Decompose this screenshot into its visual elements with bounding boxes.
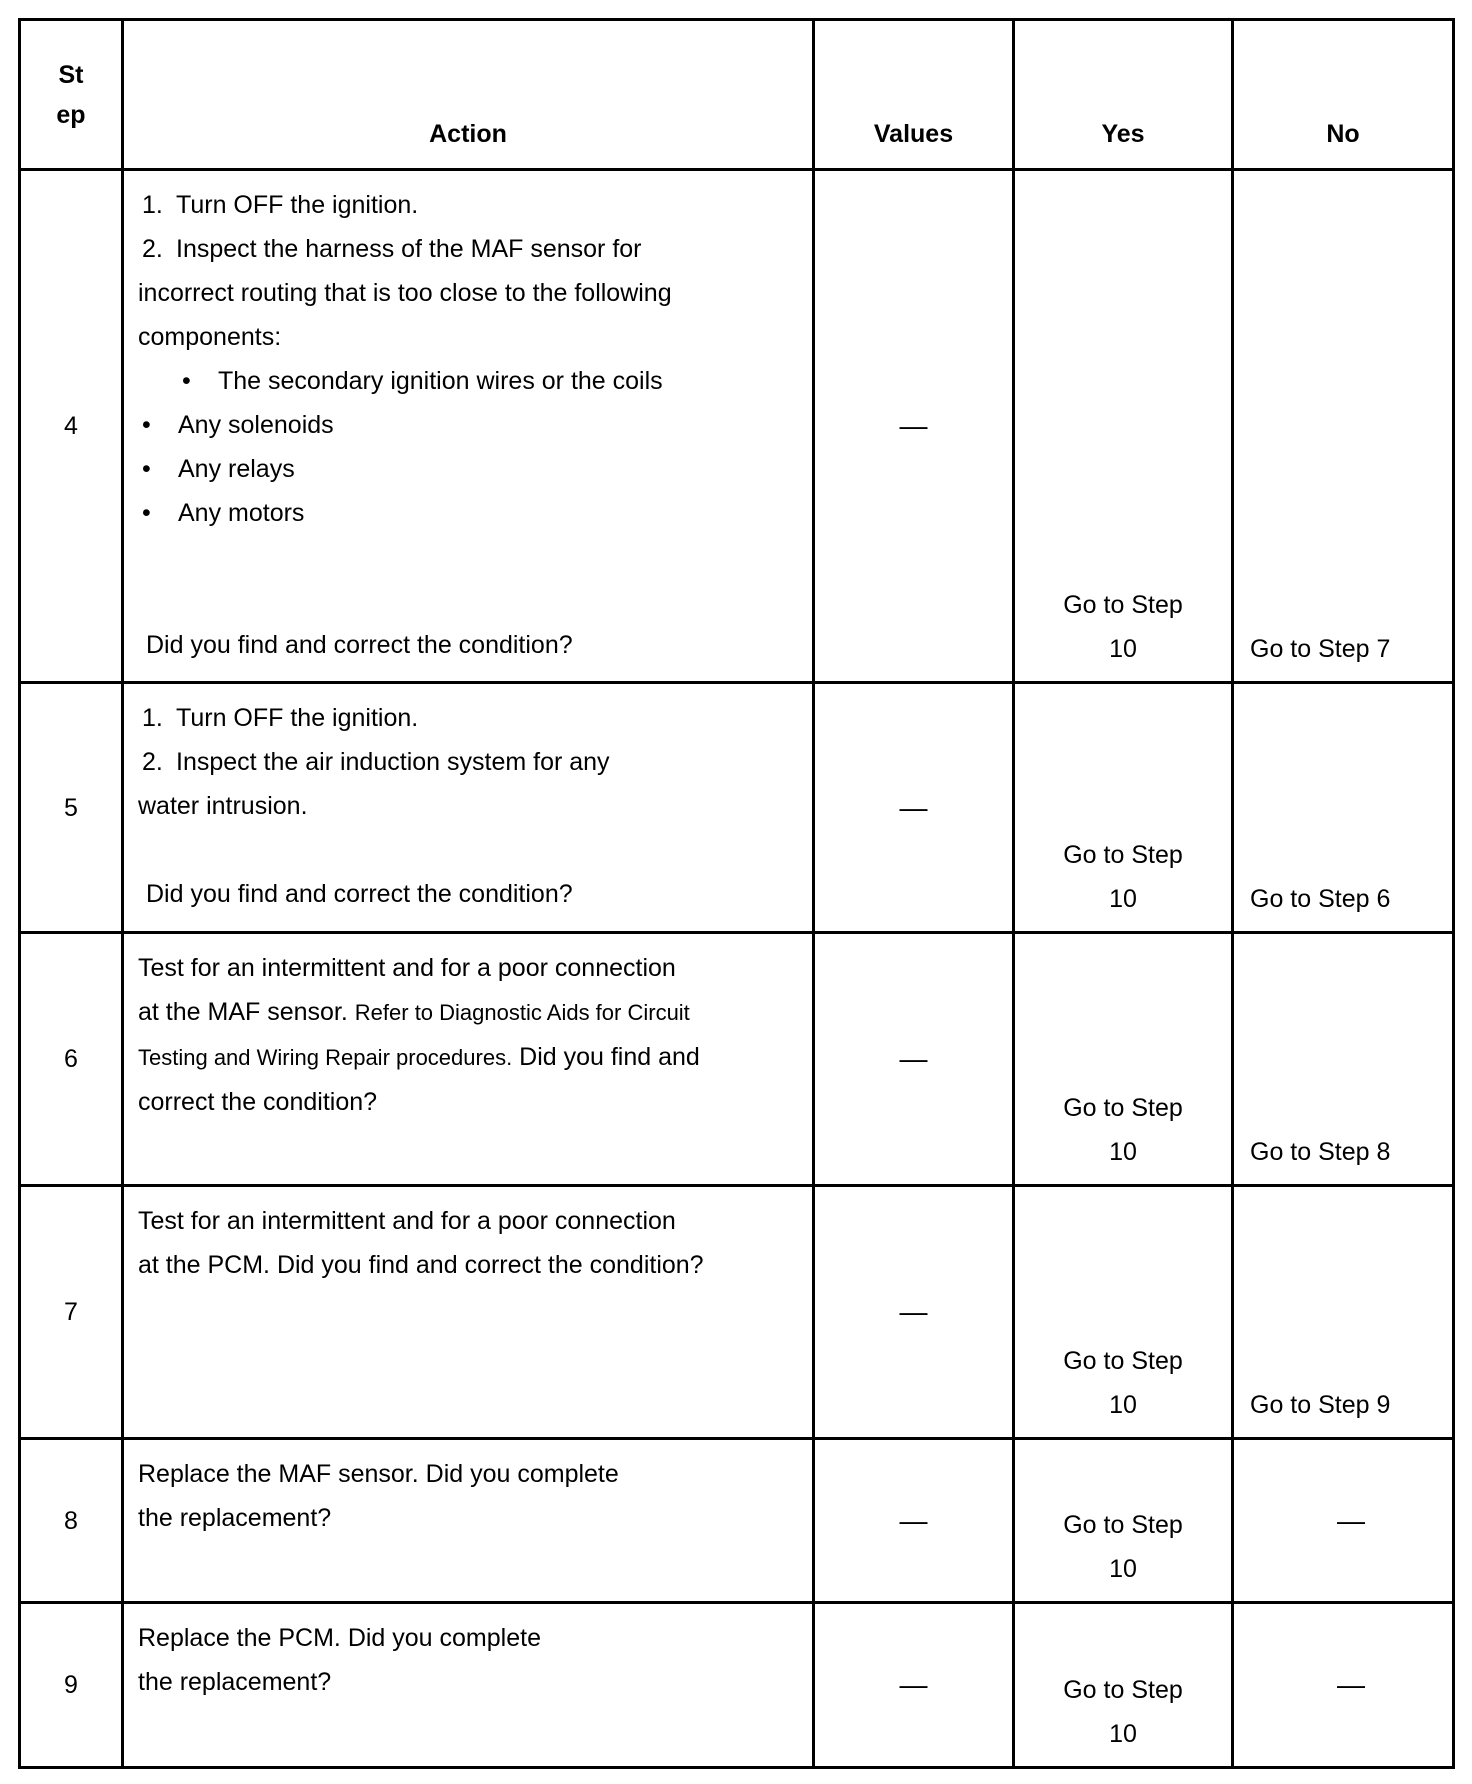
yes-cell: Go to Step 10 [1014,170,1233,683]
values-cell: — [814,170,1014,683]
action-cell: 1. Turn OFF the ignition. 2. Inspect the harness of the MAF sensor for incorrect routing that is too close to the following components: • The secondary ignition wires or the coils • Any solenoids • Any relays • Any motors Did you find and correct the condition? [123,170,814,683]
step-number: 7 [20,1186,123,1439]
step-number: 9 [20,1603,123,1768]
values-cell: — [814,1439,1014,1603]
action-cell: Replace the PCM. Did you complete the replacement? [123,1603,814,1768]
step-number: 6 [20,933,123,1186]
yes-cell: Go to Step 10 [1014,933,1233,1186]
table-row [20,683,1454,933]
header-action: Action [123,20,814,170]
values-cell: — [814,1186,1014,1439]
step-number: 8 [20,1439,123,1603]
action-cell: Test for an intermittent and for a poor connection at the PCM. Did you find and correct the condition? [123,1186,814,1439]
yes-cell: Go to Step 10 [1014,1439,1233,1603]
diagnostic-table [18,18,1455,1769]
bullet: • [142,455,151,483]
table-row [20,1439,1454,1603]
bullet: • [142,499,151,527]
table-row [20,170,1454,683]
no-cell: Go to Step 6 [1233,683,1454,933]
no-cell: Go to Step 7 [1233,170,1454,683]
action-cell: Replace the MAF sensor. Did you complete the replacement? [123,1439,814,1603]
values-cell: — [814,683,1014,933]
yes-cell: Go to Step 10 [1014,1186,1233,1439]
table-row [20,933,1454,1186]
values-cell: — [814,933,1014,1186]
header-yes: Yes [1014,20,1233,170]
step-number: 4 [20,170,123,683]
header-no: No [1233,20,1454,170]
header-step: St ep [20,20,123,170]
action-question: Did you find and correct the condition? [146,631,573,659]
action-cell: Test for an intermittent and for a poor connection at the MAF sensor. Refer to Diagnostic Aids for Circuit Testing and Wiring Repair procedures. Did you find and correct the condition? [123,933,814,1186]
values-cell: — [814,1603,1014,1768]
table-row [20,1603,1454,1768]
no-cell: — [1233,1603,1454,1768]
no-cell: — [1233,1439,1454,1603]
action-cell: 1. Turn OFF the ignition. 2. Inspect the air induction system for any water intrusion. Did you find and correct the condition? [123,683,814,933]
no-cell: Go to Step 9 [1233,1186,1454,1439]
header-row [20,20,1454,170]
table-row [20,1186,1454,1439]
yes-cell: Go to Step 10 [1014,683,1233,933]
bullet: • [142,411,151,439]
step-number: 5 [20,683,123,933]
no-cell: Go to Step 8 [1233,933,1454,1186]
diagnostic-table-container [18,18,1455,1769]
yes-cell: Go to Step 10 [1014,1603,1233,1768]
header-values: Values [814,20,1014,170]
action-question: Did you find and correct the condition? [146,880,573,908]
bullet: • [182,367,191,395]
